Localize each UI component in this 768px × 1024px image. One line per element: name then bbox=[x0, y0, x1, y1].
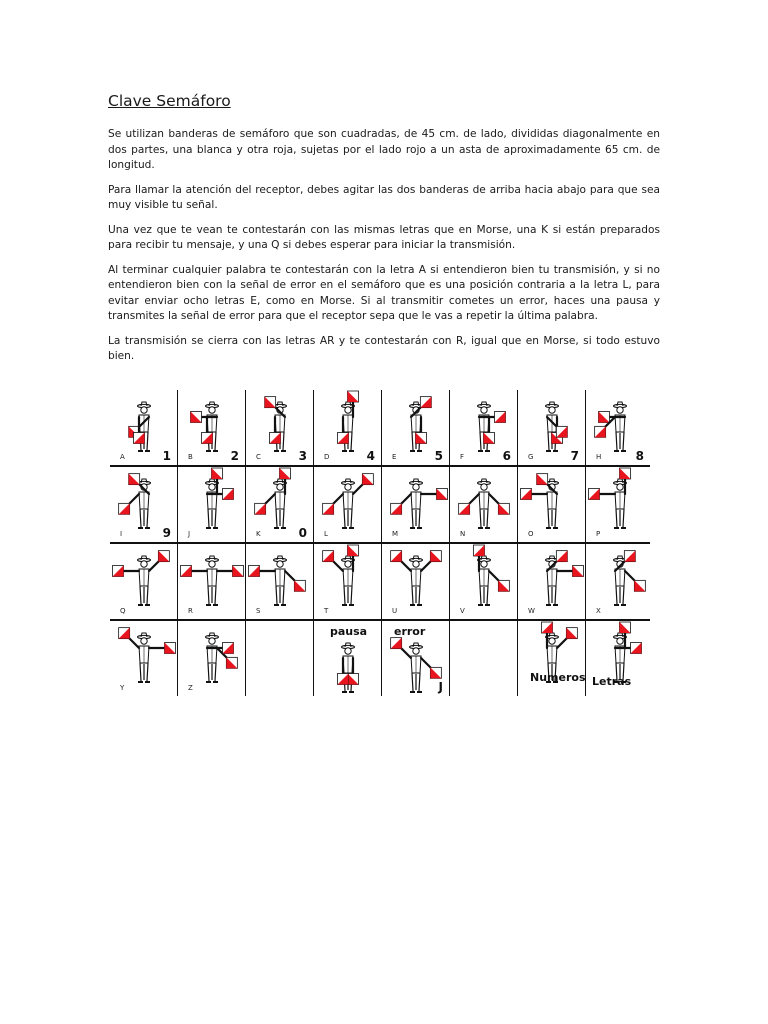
signal-letter: R bbox=[188, 607, 193, 615]
scout-figure bbox=[614, 556, 627, 605]
semaphore-cell bbox=[246, 467, 314, 544]
right-arm-flag bbox=[625, 571, 645, 591]
signal-letter: K bbox=[256, 530, 261, 538]
semaphore-cell bbox=[314, 390, 382, 467]
left-arm-flag bbox=[181, 566, 208, 577]
semaphore-cell bbox=[178, 544, 246, 621]
right-arm-flag bbox=[557, 628, 577, 648]
paragraph-word-end-error: Al terminar cualquier palabra te contestarán con la letra A si entendieron bien tu transmisión, y si no entendieron bien con la señal de error en el semáforo que es una posición contraria a la letra L, para evitar enviar ocho letras E, como en Morse. Si al transmitir cometes un error, haces una pausa y transmites la señal de error para que el receptor sepa que le vas a repetir la última palabra. bbox=[108, 263, 660, 322]
paragraph-reply-k-q: Una vez que te vean te contestarán con las mismas letras que en Morse, una K si están preparados para recibir tu mensaje, y una Q si debes esperar para iniciar la transmisión. bbox=[108, 223, 660, 251]
paragraph-closing-ar: La transmisión se cierra con las letras AR y te contestarán con R, igual que en Morse, si todo estuvo bien. bbox=[108, 334, 660, 362]
signal-letter: D bbox=[324, 453, 330, 461]
semaphore-cell bbox=[382, 544, 450, 621]
signal-letter: G bbox=[528, 453, 534, 461]
signal-letter: W bbox=[528, 607, 535, 615]
semaphore-cell bbox=[382, 467, 450, 544]
right-arm-flag bbox=[217, 566, 244, 577]
special-signal-label: pausa bbox=[330, 625, 368, 638]
left-arm-flag bbox=[459, 494, 479, 514]
signal-letter: B bbox=[188, 453, 193, 461]
signal-letter: V bbox=[460, 607, 465, 615]
semaphore-cell bbox=[382, 621, 450, 696]
signal-letter: N bbox=[460, 530, 466, 538]
semaphore-cell bbox=[518, 390, 586, 467]
semaphore-cell bbox=[450, 544, 518, 621]
signal-number: 4 bbox=[366, 449, 375, 463]
left-arm-flag bbox=[255, 494, 275, 514]
signal-number: 5 bbox=[434, 449, 443, 463]
signal-letter: P bbox=[596, 530, 601, 538]
signal-letter: J bbox=[188, 530, 191, 538]
scout-figure bbox=[342, 479, 355, 528]
scout-figure bbox=[410, 556, 423, 605]
semaphore-cell bbox=[586, 544, 650, 621]
special-signal-label: Letras bbox=[592, 675, 632, 688]
left-arm-flag bbox=[615, 551, 635, 571]
paragraph-attention-call: Para llamar la atención del receptor, debes agitar las dos banderas de arriba hacia abajo para que sea muy visible tu señal. bbox=[108, 183, 660, 211]
signal-letter: L bbox=[324, 530, 328, 538]
semaphore-cell bbox=[110, 544, 178, 621]
signal-letter: M bbox=[392, 530, 399, 538]
right-arm-flag bbox=[421, 489, 448, 500]
right-arm-flag bbox=[489, 571, 509, 591]
signal-number: 3 bbox=[298, 449, 307, 463]
signal-number: 8 bbox=[635, 449, 644, 463]
semaphore-cell bbox=[178, 390, 246, 467]
semaphore-signal-drawing bbox=[314, 631, 382, 706]
right-arm-flag bbox=[285, 571, 305, 591]
left-arm-flag bbox=[119, 628, 139, 648]
semaphore-cell bbox=[518, 467, 586, 544]
page-title: Clave Semáforo bbox=[108, 92, 231, 110]
left-arm-flag bbox=[249, 566, 276, 577]
left-arm-flag bbox=[547, 551, 567, 571]
left-arm-flag bbox=[391, 551, 411, 571]
special-signal-label: error bbox=[394, 625, 426, 638]
scout-figure bbox=[614, 402, 627, 451]
semaphore-cell bbox=[586, 621, 650, 696]
left-arm-flag bbox=[391, 638, 411, 658]
semaphore-cell bbox=[382, 390, 450, 467]
semaphore-chart bbox=[110, 390, 660, 698]
semaphore-cell bbox=[314, 621, 382, 696]
right-arm-flag bbox=[489, 494, 509, 514]
left-arm-flag bbox=[323, 494, 343, 514]
left-arm-flag bbox=[119, 494, 139, 514]
semaphore-cell bbox=[450, 621, 518, 696]
scout-figure bbox=[138, 556, 151, 605]
left-arm-flag bbox=[521, 489, 548, 500]
signal-number: 7 bbox=[570, 449, 579, 463]
special-signal-label: Numeros bbox=[530, 671, 586, 684]
right-arm-flag bbox=[265, 397, 285, 417]
scout-figure bbox=[206, 633, 219, 682]
semaphore-cell bbox=[110, 621, 178, 696]
semaphore-cell bbox=[110, 467, 178, 544]
signal-letter: Q bbox=[120, 607, 126, 615]
signal-letter: U bbox=[392, 607, 398, 615]
right-arm-flag bbox=[421, 658, 441, 678]
semaphore-cell bbox=[586, 467, 650, 544]
signal-letter: X bbox=[596, 607, 601, 615]
semaphore-cell bbox=[586, 390, 650, 467]
semaphore-cell bbox=[518, 544, 586, 621]
semaphore-cell bbox=[450, 467, 518, 544]
signal-letter: E bbox=[392, 453, 397, 461]
signal-letter: S bbox=[256, 607, 261, 615]
scout-figure bbox=[410, 643, 423, 692]
semaphore-cell bbox=[246, 390, 314, 467]
right-arm-flag bbox=[149, 551, 169, 571]
scout-figure bbox=[206, 556, 219, 605]
signal-letter: O bbox=[528, 530, 534, 538]
signal-letter: Y bbox=[120, 684, 125, 692]
signal-letter: T bbox=[324, 607, 329, 615]
semaphore-cell bbox=[246, 544, 314, 621]
signal-number: 9 bbox=[162, 526, 171, 540]
scout-figure bbox=[478, 479, 491, 528]
semaphore-cell bbox=[518, 621, 586, 696]
semaphore-cell bbox=[110, 390, 178, 467]
left-arm-flag bbox=[323, 551, 343, 571]
semaphore-signal-drawing bbox=[382, 631, 450, 706]
signal-number: 1 bbox=[162, 449, 171, 463]
right-arm-flag bbox=[537, 474, 557, 494]
signal-number: 2 bbox=[230, 449, 239, 463]
semaphore-cell bbox=[178, 467, 246, 544]
signal-number: 0 bbox=[298, 526, 307, 540]
right-arm-flag bbox=[421, 551, 441, 571]
signal-number: 6 bbox=[502, 449, 511, 463]
scout-figure bbox=[410, 479, 423, 528]
right-arm-flag bbox=[149, 643, 176, 654]
right-arm-flag bbox=[557, 566, 584, 577]
right-arm-flag bbox=[129, 474, 149, 494]
signal-letter: I bbox=[120, 530, 123, 538]
signal-number: J bbox=[438, 680, 443, 694]
left-arm-flag bbox=[411, 397, 431, 417]
body-text bbox=[108, 127, 660, 374]
semaphore-cell bbox=[246, 621, 314, 696]
semaphore-signal-drawing bbox=[518, 621, 586, 696]
right-arm-flag bbox=[353, 474, 373, 494]
signal-letter: C bbox=[256, 453, 261, 461]
left-arm-flag bbox=[113, 566, 140, 577]
scout-figure bbox=[138, 479, 151, 528]
scout-figure bbox=[138, 633, 151, 682]
semaphore-cell bbox=[450, 390, 518, 467]
signal-letter: Z bbox=[188, 684, 193, 692]
semaphore-cell bbox=[314, 467, 382, 544]
left-arm-flag bbox=[589, 489, 616, 500]
semaphore-cell bbox=[314, 544, 382, 621]
paragraph-flags-description: Se utilizan banderas de semáforo que son cuadradas, de 45 cm. de lado, divididas diagonalmente en dos partes, una blanca y otra roja, sujetas por el lado rojo a un asta de aproximadamente 65 cm. de longitud. bbox=[108, 128, 660, 171]
scout-figure bbox=[546, 556, 559, 605]
signal-letter: H bbox=[596, 453, 602, 461]
signal-letter: F bbox=[460, 453, 465, 461]
semaphore-cell bbox=[178, 621, 246, 696]
left-arm-flag bbox=[391, 494, 411, 514]
scout-figure bbox=[274, 556, 287, 605]
signal-letter: A bbox=[120, 453, 125, 461]
scout-figure bbox=[546, 479, 559, 528]
